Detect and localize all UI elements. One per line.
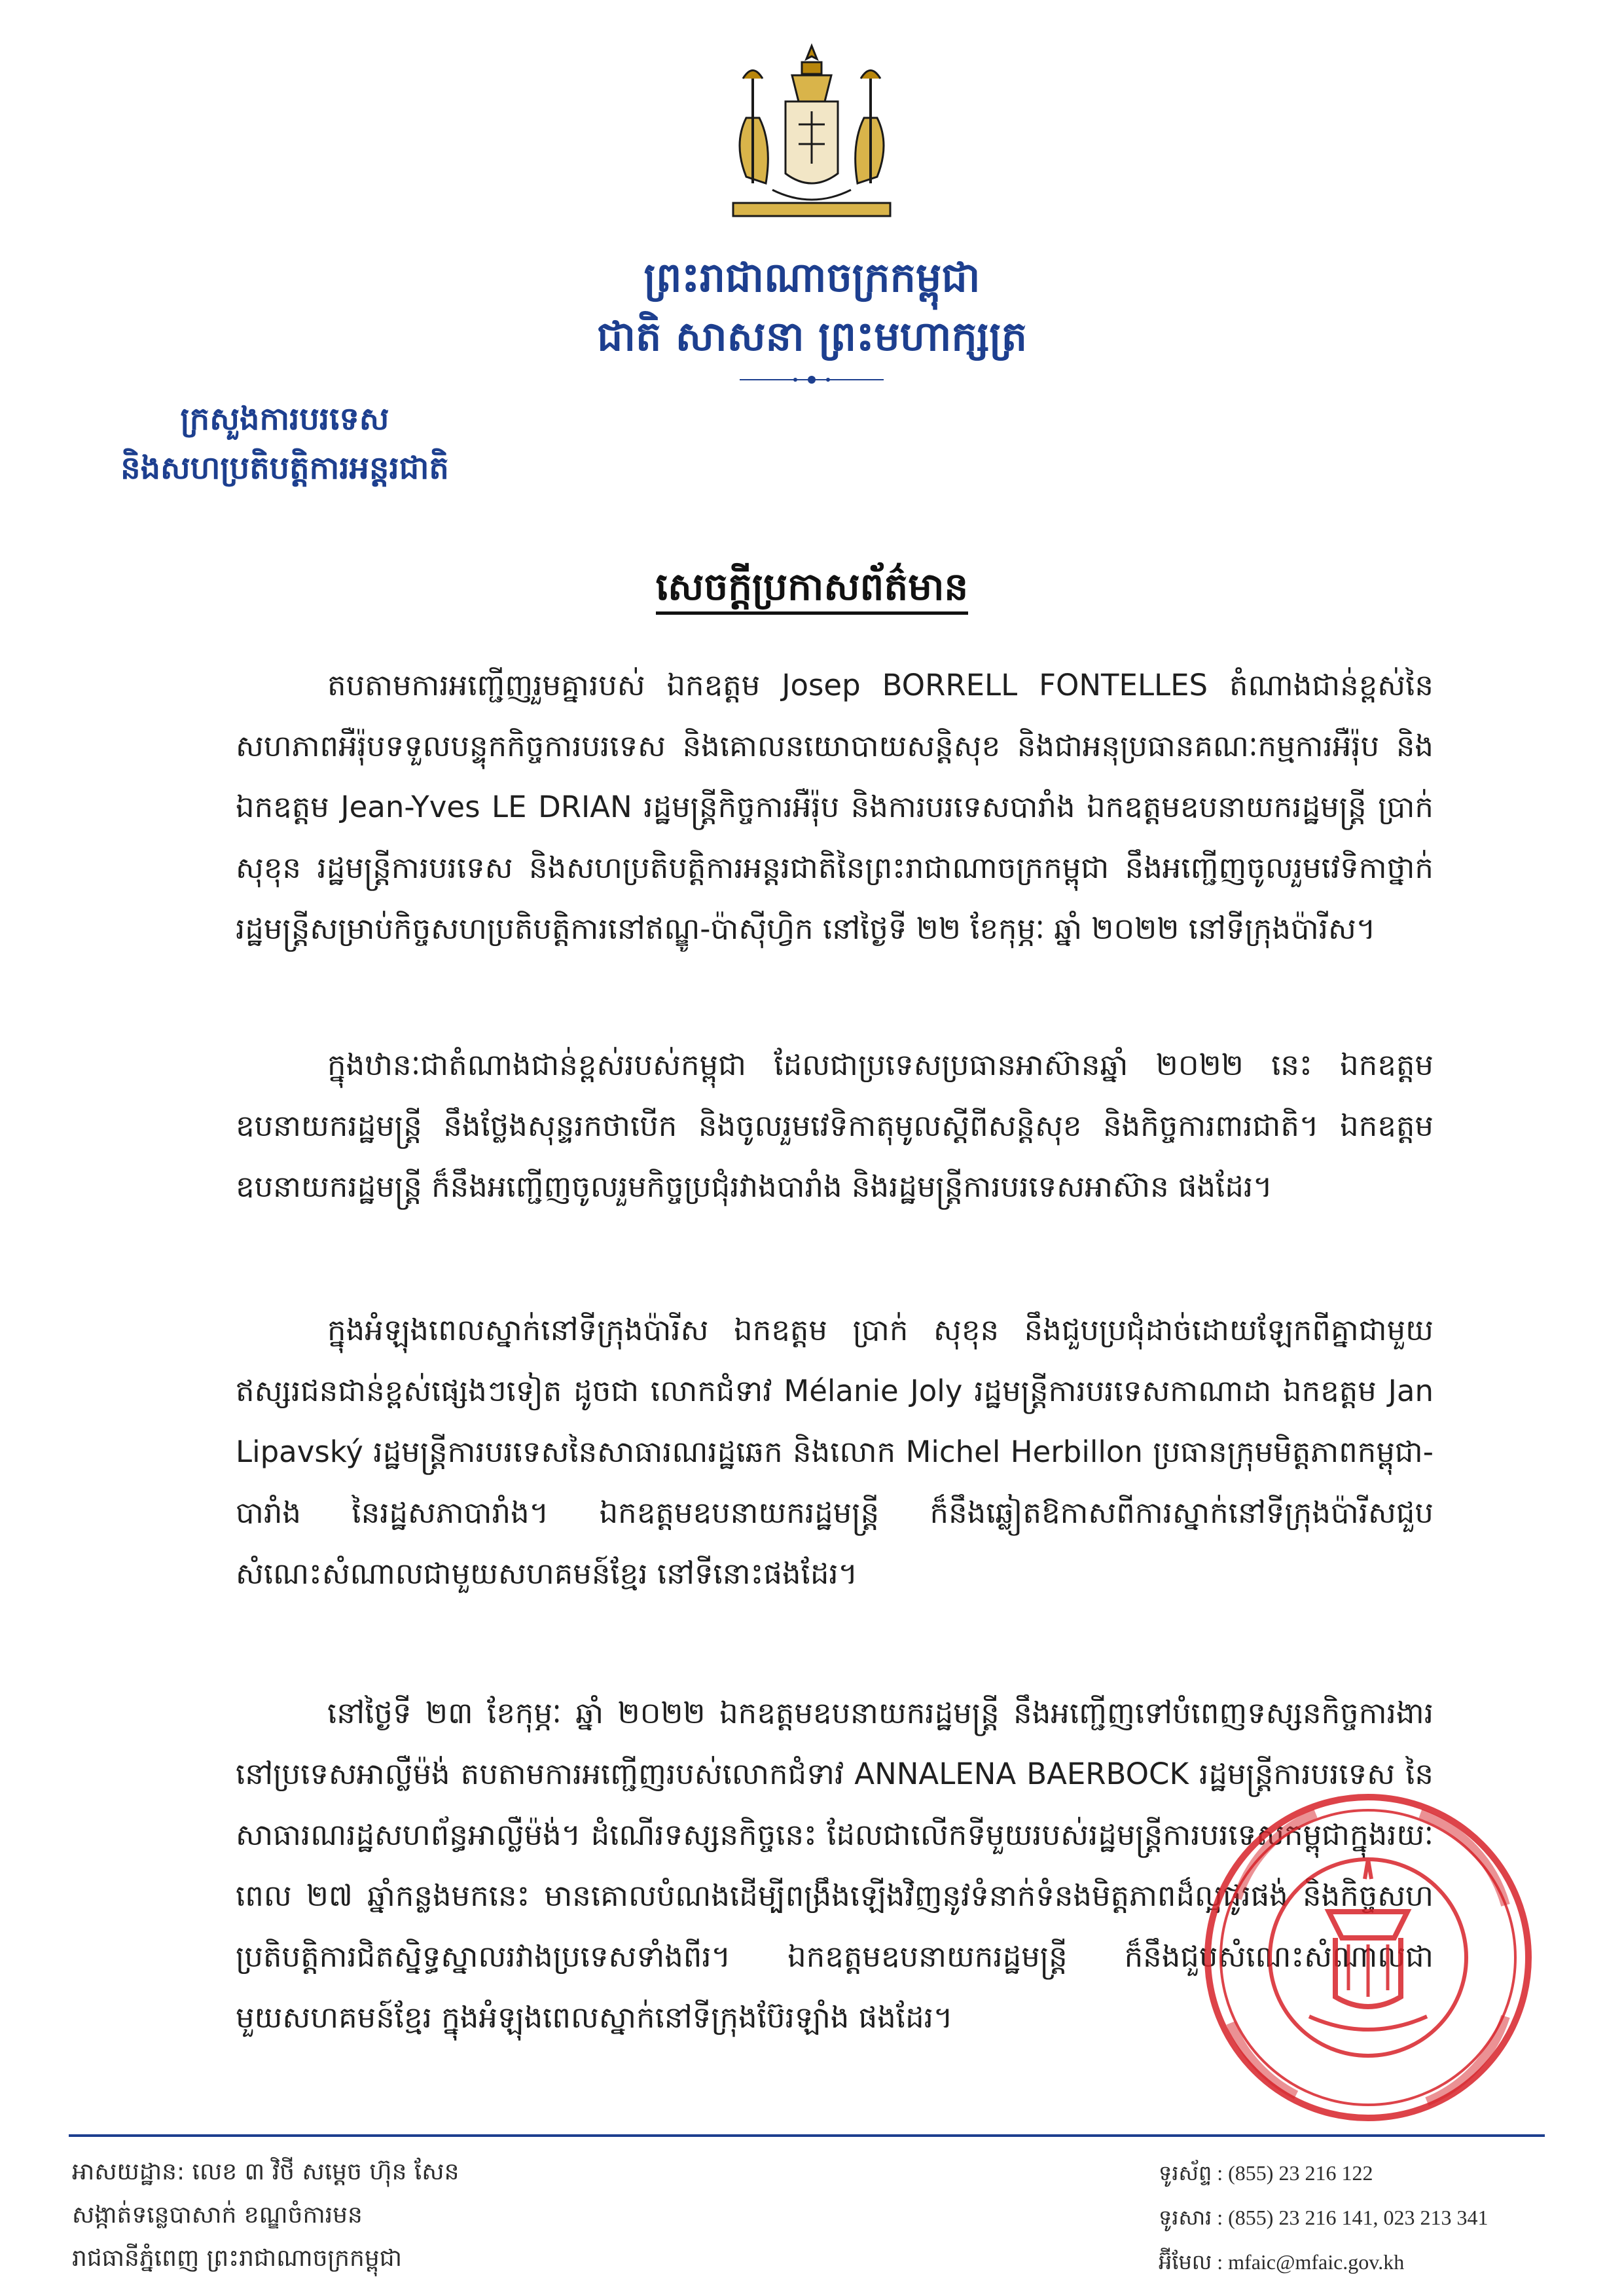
body-paragraph: តបតាមការអញ្ជើញរួមគ្នារបស់ ឯកឧត្តម Josep BORRELL FONTELLES តំណាងជាន់ខ្ពស់នៃសហភាពអឺរ៉ុបទទួលបន្ទុកកិច្ចការបរទេស និងគោលនយោបាយសន្តិសុខ និងជាអនុប្រធានគណៈកម្មការអឺរ៉ុប និងឯកឧត្តម Jean-Yves LE DRIAN រដ្ឋមន្ត្រីកិច្ចការអឺរ៉ុប និងការបរទេសបារាំង ឯកឧត្តមឧបនាយករដ្ឋមន្ត្រី ប្រាក់ សុខុន រដ្ឋមន្ត្រីការបរទេស និងសហប្រតិបត្តិការអន្តរជាតិនៃព្រះរាជាណាចក្រកម្ពុជា នឹងអញ្ជើញចូលរួមវេទិកាថ្នាក់រដ្ឋមន្ត្រីសម្រាប់កិច្ចសហប្រតិបត្តិការនៅឥណ្ឌូ-ប៉ាស៊ីហ្វិក នៅថ្ងៃទី ២២ ខែកុម្ភៈ ឆ្នាំ ២០២២ នៅទីក្រុងប៉ារីស។ <box>236 668 1434 946</box>
footer-divider <box>69 2134 1545 2137</box>
ornamental-divider <box>740 373 884 386</box>
document-title-text: សេចក្តីប្រកាសព័ត៌មាន <box>656 564 968 615</box>
ministry-name-line1: ក្រសួងការបរទេស <box>180 401 389 437</box>
address-line: សង្កាត់ទន្លេបាសាក់ ខណ្ឌចំការមន <box>72 2202 363 2229</box>
footer-contact <box>1159 2151 1551 2284</box>
address-line: រាជធានីភ្នំពេញ ព្រះរាជាណាចក្រកម្ពុជា <box>72 2245 402 2272</box>
kingdom-name-heading: ព្រះរាជាណាចក្រកម្ពុជា <box>643 253 981 301</box>
phone-number: ទូរស័ព្ទ : (855) 23 216 122 <box>1159 2161 1373 2185</box>
body-paragraph: ក្នុងអំឡុងពេលស្នាក់នៅទីក្រុងប៉ារីស ឯកឧត្តម ប្រាក់ សុខុន នឹងជួបប្រជុំដាច់ដោយឡែកពីគ្នាជាមួយឥស្សរជនជាន់ខ្ពស់ផ្សេងៗទៀត ដូចជា លោកជំទាវ Mélanie Joly រដ្ឋមន្ត្រីការបរទេសកាណាដា ឯកឧត្តម Jan Lipavský រដ្ឋមន្ត្រីការបរទេសនៃសាធារណរដ្ឋឆេក និងលោក Michel Herbillon ប្រធានក្រុមមិត្តភាពកម្ពុជា-បារាំង នៃរដ្ឋសភាបារាំង។ ឯកឧត្តមឧបនាយករដ្ឋមន្ត្រី ក៏នឹងឆ្លៀតឱកាសពីការស្នាក់នៅទីក្រុងប៉ារីសជួបសំណេះសំណាលជាមួយសហគមន៍ខ្មែរ នៅទីនោះផងដែរ។ <box>236 1313 1434 1591</box>
address-line: អាសយដ្ឋាន: លេខ ៣ វិថី សម្តេច ហ៊ុន សែន <box>72 2159 460 2185</box>
official-seal-stamp <box>1198 1781 1538 2134</box>
email-address[interactable]: អ៊ីមែល : mfaic@mfaic.gov.kh <box>1159 2250 1405 2274</box>
royal-coat-of-arms-emblem <box>707 39 916 236</box>
footer-address <box>72 2151 792 2280</box>
body-paragraph: ក្នុងឋានៈជាតំណាងជាន់ខ្ពស់របស់កម្ពុជា ដែលជាប្រទេសប្រធានអាស៊ានឆ្នាំ ២០២២ នេះ ឯកឧត្តមឧបនាយករដ្ឋមន្ត្រី នឹងថ្លែងសុន្ទរកថាបើក និងចូលរួមវេទិកាតុមូលស្តីពីសន្តិសុខ និងកិច្ចការពារជាតិ។ ឯកឧត្តមឧបនាយករដ្ឋមន្ត្រី ក៏នឹងអញ្ជើញចូលរួមកិច្ចប្រជុំរវាងបារាំង និងរដ្ឋមន្ត្រីការបរទេសអាស៊ាន ផងដែរ។ <box>236 1048 1434 1204</box>
document-title <box>0 563 1624 619</box>
national-motto-heading: ជាតិ សាសនា ព្រះមហាក្សត្រ <box>596 312 1028 360</box>
body-paragraph: នៅថ្ងៃទី ២៣ ខែកុម្ភៈ ឆ្នាំ ២០២២ ឯកឧត្តមឧបនាយករដ្ឋមន្ត្រី នឹងអញ្ជើញទៅបំពេញទស្សនកិច្ចការងារនៅប្រទេសអាល្លឺម៉ង់ តបតាមការអញ្ជើញរបស់លោកជំទាវ ANNALENA BAERBOCK រដ្ឋមន្ត្រីការបរទេស នៃសាធារណរដ្ឋសហព័ន្ធអាល្លឺម៉ង់។ ដំណើរទស្សនកិច្ចនេះ ដែលជាលើកទីមួយរបស់រដ្ឋមន្ត្រីការបរទេសកម្ពុជាក្នុងរយៈពេល ២៧ ឆ្នាំកន្លងមកនេះ មានគោលបំណងដើម្បីពង្រឹងឡើងវិញនូវទំនាក់ទំនងមិត្តភាពដ៏ល្អផូរផង់ និងកិច្ចសហប្រតិបត្តិការជិតស្និទ្ធស្នាលរវាងប្រទេសទាំងពីរ។ ឯកឧត្តមឧបនាយករដ្ឋមន្ត្រី ក៏នឹងជួបសំណេះសំណាលជាមួយសហគមន៍ខ្មែរ ក្នុងអំឡុងពេលស្នាក់នៅទីក្រុងប៊ែរឡាំង ផងដែរ។ <box>236 1696 1434 2035</box>
fax-number: ទូរសារ : (855) 23 216 141, 023 213 341 <box>1159 2206 1489 2229</box>
ministry-name-line2: និងសហប្រតិបត្តិការអន្តរជាតិ <box>120 450 449 486</box>
